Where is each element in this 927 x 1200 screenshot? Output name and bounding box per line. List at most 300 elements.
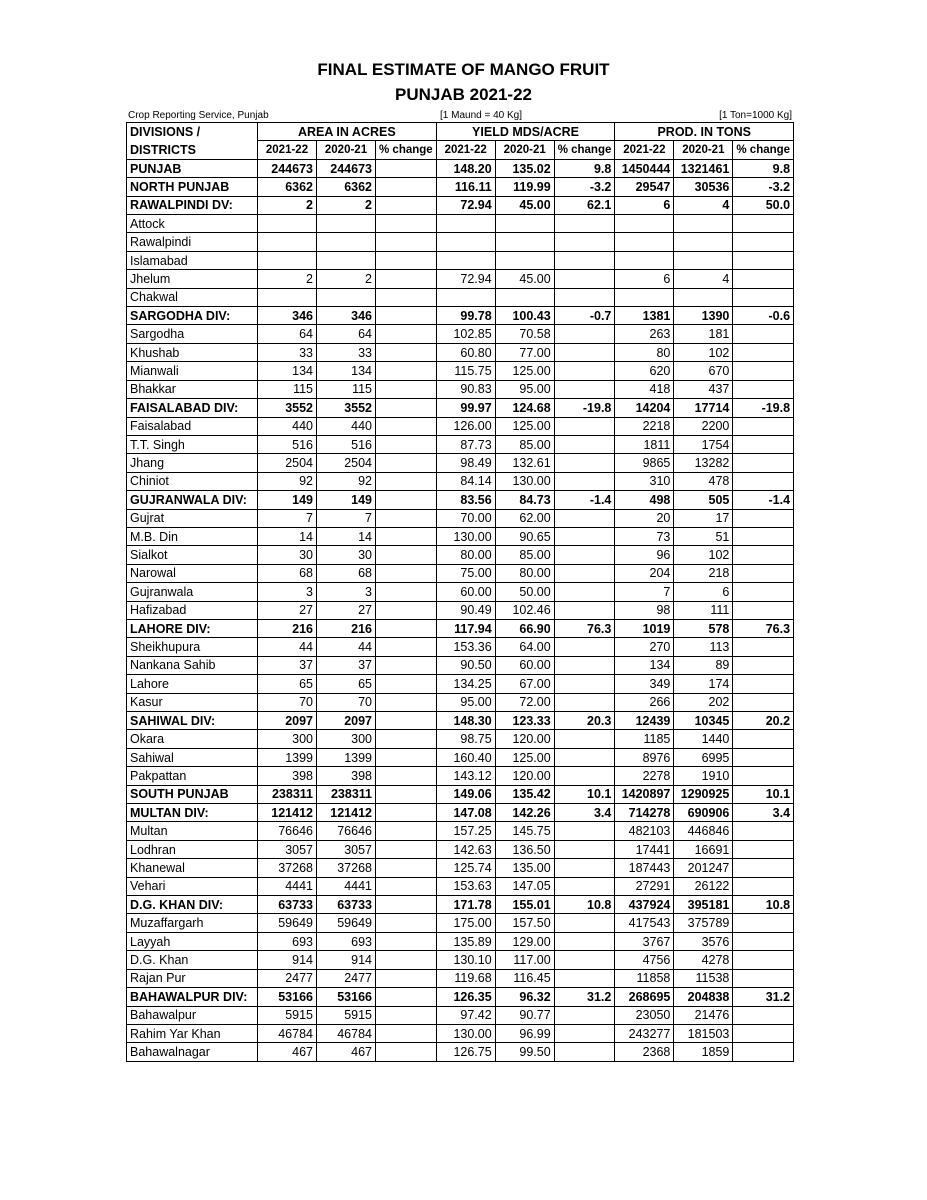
value-cell: 218 bbox=[674, 564, 733, 582]
value-cell bbox=[376, 215, 437, 233]
value-cell: 119.99 bbox=[495, 178, 554, 196]
value-cell: 126.00 bbox=[436, 417, 495, 435]
region-name-cell: SAHIWAL DIV: bbox=[127, 712, 258, 730]
value-cell: 13282 bbox=[674, 454, 733, 472]
region-name-cell: Rawalpindi bbox=[127, 233, 258, 251]
value-cell: 98 bbox=[615, 601, 674, 619]
value-cell: 346 bbox=[317, 307, 376, 325]
value-cell bbox=[317, 215, 376, 233]
value-cell bbox=[554, 656, 615, 674]
value-cell bbox=[376, 656, 437, 674]
value-cell: 123.33 bbox=[495, 712, 554, 730]
value-cell: 216 bbox=[258, 619, 317, 637]
value-cell: 148.30 bbox=[436, 712, 495, 730]
value-cell bbox=[733, 951, 794, 969]
value-cell bbox=[376, 896, 437, 914]
district-row bbox=[127, 1043, 794, 1061]
value-cell: 37268 bbox=[258, 859, 317, 877]
region-name-cell: Hafizabad bbox=[127, 601, 258, 619]
value-cell: 117.94 bbox=[436, 619, 495, 637]
value-cell: 238311 bbox=[258, 785, 317, 803]
summary-row bbox=[127, 804, 794, 822]
value-cell: 148.20 bbox=[436, 159, 495, 177]
value-cell: 4441 bbox=[317, 877, 376, 895]
value-cell: 3057 bbox=[317, 840, 376, 858]
value-cell bbox=[376, 251, 437, 269]
district-row bbox=[127, 1024, 794, 1042]
value-cell bbox=[554, 325, 615, 343]
value-cell bbox=[376, 325, 437, 343]
value-cell: 160.40 bbox=[436, 748, 495, 766]
value-cell bbox=[733, 270, 794, 288]
region-name-cell: GUJRANWALA DIV: bbox=[127, 491, 258, 509]
value-cell: 31.2 bbox=[554, 988, 615, 1006]
value-cell bbox=[376, 178, 437, 196]
value-cell bbox=[733, 1043, 794, 1061]
header-row-groups bbox=[127, 123, 794, 141]
value-cell: 216 bbox=[317, 619, 376, 637]
value-cell bbox=[376, 196, 437, 214]
value-cell: 98.49 bbox=[436, 454, 495, 472]
value-cell: 175.00 bbox=[436, 914, 495, 932]
value-cell: 4278 bbox=[674, 951, 733, 969]
value-cell: -19.8 bbox=[733, 399, 794, 417]
value-cell: 70.58 bbox=[495, 325, 554, 343]
value-cell bbox=[436, 215, 495, 233]
value-cell bbox=[376, 969, 437, 987]
summary-row bbox=[127, 491, 794, 509]
value-cell: 70.00 bbox=[436, 509, 495, 527]
value-cell bbox=[258, 251, 317, 269]
summary-row bbox=[127, 619, 794, 637]
region-name-cell: Khushab bbox=[127, 343, 258, 361]
value-cell: 1420897 bbox=[615, 785, 674, 803]
value-cell bbox=[554, 343, 615, 361]
region-name-cell: Lahore bbox=[127, 675, 258, 693]
value-cell: 505 bbox=[674, 491, 733, 509]
value-cell: 7 bbox=[317, 509, 376, 527]
value-cell bbox=[733, 251, 794, 269]
region-name-cell: Rahim Yar Khan bbox=[127, 1024, 258, 1042]
district-row bbox=[127, 509, 794, 527]
value-cell: 2 bbox=[317, 196, 376, 214]
col-header: 2021-22 bbox=[436, 141, 495, 159]
value-cell: 66.90 bbox=[495, 619, 554, 637]
value-cell: 84.14 bbox=[436, 472, 495, 490]
district-row bbox=[127, 435, 794, 453]
value-cell: 72.94 bbox=[436, 270, 495, 288]
value-cell bbox=[554, 693, 615, 711]
value-cell: 3552 bbox=[317, 399, 376, 417]
value-cell: 2097 bbox=[317, 712, 376, 730]
value-cell: 68 bbox=[258, 564, 317, 582]
value-cell: 2504 bbox=[317, 454, 376, 472]
value-cell bbox=[554, 1006, 615, 1024]
value-cell: 2 bbox=[317, 270, 376, 288]
value-cell: 398 bbox=[317, 767, 376, 785]
value-cell: 115 bbox=[317, 380, 376, 398]
value-cell bbox=[733, 325, 794, 343]
value-cell bbox=[376, 988, 437, 1006]
value-cell bbox=[317, 288, 376, 306]
value-cell: 97.42 bbox=[436, 1006, 495, 1024]
value-cell: 714278 bbox=[615, 804, 674, 822]
region-name-cell: Kasur bbox=[127, 693, 258, 711]
value-cell bbox=[554, 969, 615, 987]
value-cell bbox=[376, 730, 437, 748]
value-cell: 1390 bbox=[674, 307, 733, 325]
value-cell: 244673 bbox=[317, 159, 376, 177]
value-cell bbox=[554, 435, 615, 453]
district-row bbox=[127, 822, 794, 840]
value-cell: 142.26 bbox=[495, 804, 554, 822]
value-cell bbox=[554, 822, 615, 840]
district-row bbox=[127, 270, 794, 288]
value-cell: 346 bbox=[258, 307, 317, 325]
value-cell: 446846 bbox=[674, 822, 733, 840]
value-cell bbox=[258, 288, 317, 306]
value-cell: 14 bbox=[258, 527, 317, 545]
value-cell: 1185 bbox=[615, 730, 674, 748]
region-name-cell: Faisalabad bbox=[127, 417, 258, 435]
district-row bbox=[127, 380, 794, 398]
value-cell: 125.74 bbox=[436, 859, 495, 877]
value-cell: 20.3 bbox=[554, 712, 615, 730]
value-cell bbox=[376, 785, 437, 803]
table-body bbox=[127, 159, 794, 1061]
value-cell: 244673 bbox=[258, 159, 317, 177]
value-cell: 45.00 bbox=[495, 196, 554, 214]
value-cell: 12439 bbox=[615, 712, 674, 730]
value-cell: 9.8 bbox=[554, 159, 615, 177]
value-cell: 202 bbox=[674, 693, 733, 711]
value-cell: 10.1 bbox=[733, 785, 794, 803]
value-cell bbox=[376, 435, 437, 453]
value-cell bbox=[554, 1024, 615, 1042]
value-cell bbox=[733, 527, 794, 545]
value-cell: 6362 bbox=[317, 178, 376, 196]
value-cell: 300 bbox=[258, 730, 317, 748]
value-cell: 23050 bbox=[615, 1006, 674, 1024]
value-cell: 11858 bbox=[615, 969, 674, 987]
value-cell: 51 bbox=[674, 527, 733, 545]
summary-row bbox=[127, 988, 794, 1006]
value-cell: 60.00 bbox=[495, 656, 554, 674]
value-cell bbox=[554, 472, 615, 490]
value-cell: 26122 bbox=[674, 877, 733, 895]
region-name-cell: LAHORE DIV: bbox=[127, 619, 258, 637]
value-cell bbox=[376, 454, 437, 472]
value-cell: 89 bbox=[674, 656, 733, 674]
value-cell: 349 bbox=[615, 675, 674, 693]
value-cell bbox=[436, 288, 495, 306]
value-cell bbox=[554, 859, 615, 877]
value-cell: 3 bbox=[258, 583, 317, 601]
value-cell bbox=[376, 619, 437, 637]
value-cell bbox=[674, 251, 733, 269]
value-cell: 1440 bbox=[674, 730, 733, 748]
value-cell: 1019 bbox=[615, 619, 674, 637]
value-cell: 4756 bbox=[615, 951, 674, 969]
value-cell: 50.0 bbox=[733, 196, 794, 214]
value-cell: 135.89 bbox=[436, 932, 495, 950]
value-cell: 153.36 bbox=[436, 638, 495, 656]
value-cell: 238311 bbox=[317, 785, 376, 803]
value-cell: 125.00 bbox=[495, 362, 554, 380]
value-cell: 6995 bbox=[674, 748, 733, 766]
value-cell: 60.00 bbox=[436, 583, 495, 601]
value-cell: 124.68 bbox=[495, 399, 554, 417]
region-name-cell: T.T. Singh bbox=[127, 435, 258, 453]
value-cell bbox=[376, 343, 437, 361]
value-cell bbox=[376, 583, 437, 601]
value-cell: 70 bbox=[317, 693, 376, 711]
region-name-cell: D.G. Khan bbox=[127, 951, 258, 969]
col-header: 2021-22 bbox=[258, 141, 317, 159]
value-cell: 187443 bbox=[615, 859, 674, 877]
value-cell: 96.99 bbox=[495, 1024, 554, 1042]
value-cell: 30 bbox=[317, 546, 376, 564]
value-cell bbox=[733, 215, 794, 233]
value-cell: 95.00 bbox=[495, 380, 554, 398]
value-cell: 113 bbox=[674, 638, 733, 656]
value-cell bbox=[733, 932, 794, 950]
value-cell bbox=[554, 362, 615, 380]
district-row bbox=[127, 730, 794, 748]
value-cell bbox=[733, 564, 794, 582]
value-cell bbox=[615, 215, 674, 233]
value-cell bbox=[733, 730, 794, 748]
value-cell bbox=[733, 1024, 794, 1042]
region-name-cell: Pakpattan bbox=[127, 767, 258, 785]
district-row bbox=[127, 527, 794, 545]
value-cell bbox=[733, 417, 794, 435]
value-cell: -0.6 bbox=[733, 307, 794, 325]
col-header: % change bbox=[733, 141, 794, 159]
value-cell: 3 bbox=[317, 583, 376, 601]
value-cell: 153.63 bbox=[436, 877, 495, 895]
report-subtitle: PUNJAB 2021-22 bbox=[394, 85, 532, 104]
region-name-cell: Sialkot bbox=[127, 546, 258, 564]
value-cell: 155.01 bbox=[495, 896, 554, 914]
value-cell bbox=[615, 288, 674, 306]
district-row bbox=[127, 693, 794, 711]
value-cell: 130.00 bbox=[436, 1024, 495, 1042]
value-cell: 134 bbox=[615, 656, 674, 674]
district-row bbox=[127, 288, 794, 306]
value-cell bbox=[436, 233, 495, 251]
value-cell: 693 bbox=[258, 932, 317, 950]
source-note: Crop Reporting Service, Punjab bbox=[128, 110, 269, 121]
district-row bbox=[127, 656, 794, 674]
value-cell: 116.45 bbox=[495, 969, 554, 987]
value-cell: 914 bbox=[317, 951, 376, 969]
value-cell: 130.00 bbox=[495, 472, 554, 490]
region-name-cell: Lodhran bbox=[127, 840, 258, 858]
region-name-cell: NORTH PUNJAB bbox=[127, 178, 258, 196]
value-cell: 63733 bbox=[317, 896, 376, 914]
value-cell: 670 bbox=[674, 362, 733, 380]
value-cell: 135.00 bbox=[495, 859, 554, 877]
value-cell bbox=[376, 951, 437, 969]
value-cell bbox=[376, 840, 437, 858]
value-cell: 98.75 bbox=[436, 730, 495, 748]
value-cell: 17714 bbox=[674, 399, 733, 417]
value-cell bbox=[376, 804, 437, 822]
value-cell bbox=[554, 288, 615, 306]
value-cell: 204 bbox=[615, 564, 674, 582]
region-name-cell: Rajan Pur bbox=[127, 969, 258, 987]
value-cell bbox=[733, 472, 794, 490]
value-cell: 64 bbox=[258, 325, 317, 343]
value-cell bbox=[554, 877, 615, 895]
district-row bbox=[127, 840, 794, 858]
value-cell bbox=[733, 877, 794, 895]
value-cell: 96.32 bbox=[495, 988, 554, 1006]
district-row bbox=[127, 859, 794, 877]
value-cell bbox=[376, 159, 437, 177]
value-cell: 149 bbox=[258, 491, 317, 509]
value-cell: 417543 bbox=[615, 914, 674, 932]
value-cell bbox=[376, 288, 437, 306]
value-cell: 437924 bbox=[615, 896, 674, 914]
value-cell bbox=[733, 546, 794, 564]
value-cell: 2 bbox=[258, 270, 317, 288]
value-cell bbox=[733, 362, 794, 380]
value-cell bbox=[554, 932, 615, 950]
col-header: 2021-22 bbox=[615, 141, 674, 159]
value-cell: 7 bbox=[615, 583, 674, 601]
value-cell: 10.1 bbox=[554, 785, 615, 803]
value-cell: 121412 bbox=[258, 804, 317, 822]
value-cell: 76646 bbox=[317, 822, 376, 840]
value-cell bbox=[733, 859, 794, 877]
value-cell: 62.00 bbox=[495, 509, 554, 527]
value-cell: 50.00 bbox=[495, 583, 554, 601]
value-cell: 1859 bbox=[674, 1043, 733, 1061]
value-cell bbox=[554, 215, 615, 233]
region-name-cell: Bahawalnagar bbox=[127, 1043, 258, 1061]
value-cell: 37268 bbox=[317, 859, 376, 877]
region-name-cell: Islamabad bbox=[127, 251, 258, 269]
value-cell: 2278 bbox=[615, 767, 674, 785]
value-cell: 4 bbox=[674, 196, 733, 214]
value-cell bbox=[376, 712, 437, 730]
value-cell bbox=[376, 233, 437, 251]
value-cell bbox=[376, 509, 437, 527]
value-cell: 27291 bbox=[615, 877, 674, 895]
value-cell: 6362 bbox=[258, 178, 317, 196]
region-name-cell: Gujrat bbox=[127, 509, 258, 527]
production-header: PROD. IN TONS bbox=[615, 123, 794, 141]
value-cell: 102 bbox=[674, 343, 733, 361]
value-cell bbox=[376, 914, 437, 932]
col-header: 2020-21 bbox=[317, 141, 376, 159]
value-cell: 693 bbox=[317, 932, 376, 950]
value-cell bbox=[733, 748, 794, 766]
value-cell: 116.11 bbox=[436, 178, 495, 196]
value-cell: 37 bbox=[258, 656, 317, 674]
value-cell: 5915 bbox=[258, 1006, 317, 1024]
district-row bbox=[127, 362, 794, 380]
value-cell: 7 bbox=[258, 509, 317, 527]
value-cell: 2477 bbox=[258, 969, 317, 987]
region-name-cell: M.B. Din bbox=[127, 527, 258, 545]
value-cell: 136.50 bbox=[495, 840, 554, 858]
value-cell: 134.25 bbox=[436, 675, 495, 693]
value-cell bbox=[733, 343, 794, 361]
region-name-cell: Okara bbox=[127, 730, 258, 748]
value-cell bbox=[554, 233, 615, 251]
region-name-cell: Attock bbox=[127, 215, 258, 233]
value-cell: 90.65 bbox=[495, 527, 554, 545]
value-cell bbox=[733, 288, 794, 306]
value-cell bbox=[554, 454, 615, 472]
value-cell bbox=[376, 546, 437, 564]
value-cell: 121412 bbox=[317, 804, 376, 822]
region-name-cell: Narowal bbox=[127, 564, 258, 582]
district-row bbox=[127, 583, 794, 601]
value-cell: 263 bbox=[615, 325, 674, 343]
value-cell: 1910 bbox=[674, 767, 733, 785]
district-row bbox=[127, 601, 794, 619]
summary-row bbox=[127, 178, 794, 196]
region-name-cell: SOUTH PUNJAB bbox=[127, 785, 258, 803]
value-cell: 72.00 bbox=[495, 693, 554, 711]
value-cell: 440 bbox=[258, 417, 317, 435]
value-cell: 92 bbox=[258, 472, 317, 490]
region-name-cell: Vehari bbox=[127, 877, 258, 895]
value-cell: 44 bbox=[258, 638, 317, 656]
value-cell: 90.50 bbox=[436, 656, 495, 674]
value-cell bbox=[554, 638, 615, 656]
value-cell: 2477 bbox=[317, 969, 376, 987]
region-name-cell: MULTAN DIV: bbox=[127, 804, 258, 822]
value-cell: 29547 bbox=[615, 178, 674, 196]
value-cell bbox=[376, 472, 437, 490]
value-cell: 76646 bbox=[258, 822, 317, 840]
value-cell: 482103 bbox=[615, 822, 674, 840]
value-cell bbox=[674, 288, 733, 306]
value-cell: 1290925 bbox=[674, 785, 733, 803]
value-cell bbox=[495, 215, 554, 233]
value-cell bbox=[674, 233, 733, 251]
value-cell bbox=[733, 767, 794, 785]
value-cell: 1450444 bbox=[615, 159, 674, 177]
district-row bbox=[127, 638, 794, 656]
value-cell: 690906 bbox=[674, 804, 733, 822]
value-cell: 1321461 bbox=[674, 159, 733, 177]
region-name-cell: RAWALPINDI DV: bbox=[127, 196, 258, 214]
value-cell bbox=[376, 1006, 437, 1024]
value-cell bbox=[258, 215, 317, 233]
value-cell: 243277 bbox=[615, 1024, 674, 1042]
value-cell: 129.00 bbox=[495, 932, 554, 950]
value-cell: 65 bbox=[258, 675, 317, 693]
value-cell bbox=[554, 583, 615, 601]
value-cell: 99.50 bbox=[495, 1043, 554, 1061]
value-cell: 125.00 bbox=[495, 417, 554, 435]
region-name-cell: BAHAWALPUR DIV: bbox=[127, 988, 258, 1006]
value-cell bbox=[554, 251, 615, 269]
value-cell: 181503 bbox=[674, 1024, 733, 1042]
value-cell: 181 bbox=[674, 325, 733, 343]
value-cell: -1.4 bbox=[554, 491, 615, 509]
value-cell: 130.00 bbox=[436, 527, 495, 545]
value-cell bbox=[733, 601, 794, 619]
region-name-cell: Chiniot bbox=[127, 472, 258, 490]
report-title: FINAL ESTIMATE OF MANGO FRUIT bbox=[317, 60, 610, 79]
